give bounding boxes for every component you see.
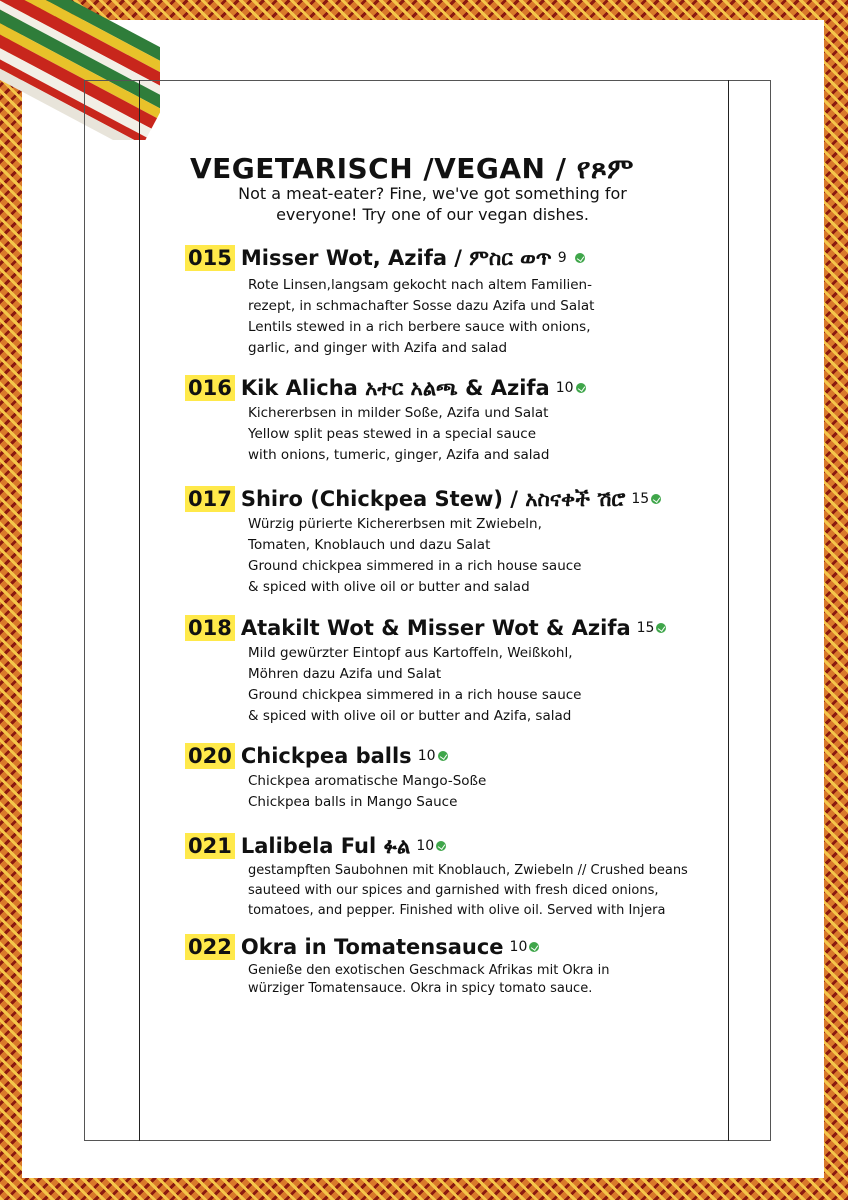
item-desc-line: sauteed with our spices and garnished with fresh diced onions,: [248, 883, 659, 898]
item-desc-line: & spiced with olive oil or butter and salad: [248, 579, 530, 595]
item-desc-line: Kichererbsen in milder Soße, Azifa und Salat: [248, 405, 549, 421]
item-desc-line: Yellow split peas stewed in a special sauce: [248, 426, 537, 442]
vegan-leaf-icon: [529, 942, 539, 952]
intro-text: Not a meat-eater? Fine, we've got something for everyone! Try one of our vegan dishes.: [238, 184, 627, 224]
item-desc-line: & spiced with olive oil or butter and Azifa, salad: [248, 708, 572, 724]
item-name: Shiro (Chickpea Stew) / አስናቀች ሽሮ: [240, 486, 626, 511]
item-number: 017: [185, 486, 235, 512]
item-desc-line: Genieße den exotischen Geschmack Afrikas mit Okra in: [248, 963, 610, 978]
item-name: Lalibela Ful ፉል: [240, 833, 411, 858]
item-price: 10: [509, 939, 528, 955]
vegan-leaf-icon: [651, 494, 661, 504]
item-price: 10: [555, 380, 574, 396]
item-number: 015: [185, 245, 235, 271]
item-number: 016: [185, 375, 235, 401]
item-desc-line: Würzig pürierte Kichererbsen mit Zwiebeln,: [248, 516, 542, 532]
item-desc-line: Chickpea aromatische Mango-Soße: [248, 773, 487, 789]
item-price: 10: [417, 748, 436, 764]
vegan-leaf-icon: [576, 383, 586, 393]
menu-item: [185, 484, 725, 598]
menu-item: [185, 741, 725, 813]
item-number: 022: [185, 934, 235, 960]
item-desc-line: Rote Linsen,langsam gekocht nach altem Familien-: [248, 277, 592, 293]
menu-item: [185, 613, 725, 727]
item-desc-line: Mild gewürzter Eintopf aus Kartoffeln, Weißkohl,: [248, 645, 573, 661]
item-desc-line: Chickpea balls in Mango Sauce: [248, 794, 458, 810]
item-name: Misser Wot, Azifa / ምስር ወጥ: [240, 245, 552, 270]
item-price: 15: [636, 620, 655, 636]
menu-item: [185, 831, 725, 921]
menu-item: [185, 932, 725, 998]
item-name: Chickpea balls: [240, 744, 412, 768]
item-name: Okra in Tomatensauce: [240, 935, 504, 959]
item-number: 020: [185, 743, 235, 769]
item-price: 15: [631, 491, 650, 507]
item-number: 021: [185, 833, 235, 859]
page-title: VEGETARISCH /VEGAN / የጾም: [190, 152, 634, 185]
item-price: 9: [557, 250, 567, 266]
item-name: Kik Alicha አተር አልጫ & Azifa: [240, 375, 550, 400]
item-desc-line: würziger Tomatensauce. Okra in spicy tomato sauce.: [248, 981, 593, 996]
item-price: 10: [416, 838, 435, 854]
vegan-leaf-icon: [575, 253, 585, 263]
item-desc-line: Tomaten, Knoblauch und dazu Salat: [248, 537, 491, 553]
item-desc-line: garlic, and ginger with Azifa and salad: [248, 340, 508, 356]
item-desc-line: with onions, tumeric, ginger, Azifa and salad: [248, 447, 550, 463]
item-desc-line: rezept, in schmachafter Sosse dazu Azifa und Salat: [248, 298, 595, 314]
vegan-leaf-icon: [438, 751, 448, 761]
item-name: Atakilt Wot & Misser Wot & Azifa: [240, 616, 631, 640]
menu-item: [185, 373, 725, 466]
vegan-leaf-icon: [656, 623, 666, 633]
menu-item: [185, 243, 725, 359]
item-desc-line: Ground chickpea simmered in a rich house sauce: [248, 687, 582, 703]
item-number: 018: [185, 615, 235, 641]
vegan-leaf-icon: [436, 841, 446, 851]
item-desc-line: tomatoes, and pepper. Finished with olive oil. Served with Injera: [248, 903, 666, 918]
item-desc-line: Lentils stewed in a rich berbere sauce with onions,: [248, 319, 591, 335]
item-desc-line: gestampften Saubohnen mit Knoblauch, Zwiebeln // Crushed beans: [248, 863, 688, 878]
item-desc-line: Möhren dazu Azifa und Salat: [248, 666, 442, 682]
item-desc-line: Ground chickpea simmered in a rich house sauce: [248, 558, 582, 574]
